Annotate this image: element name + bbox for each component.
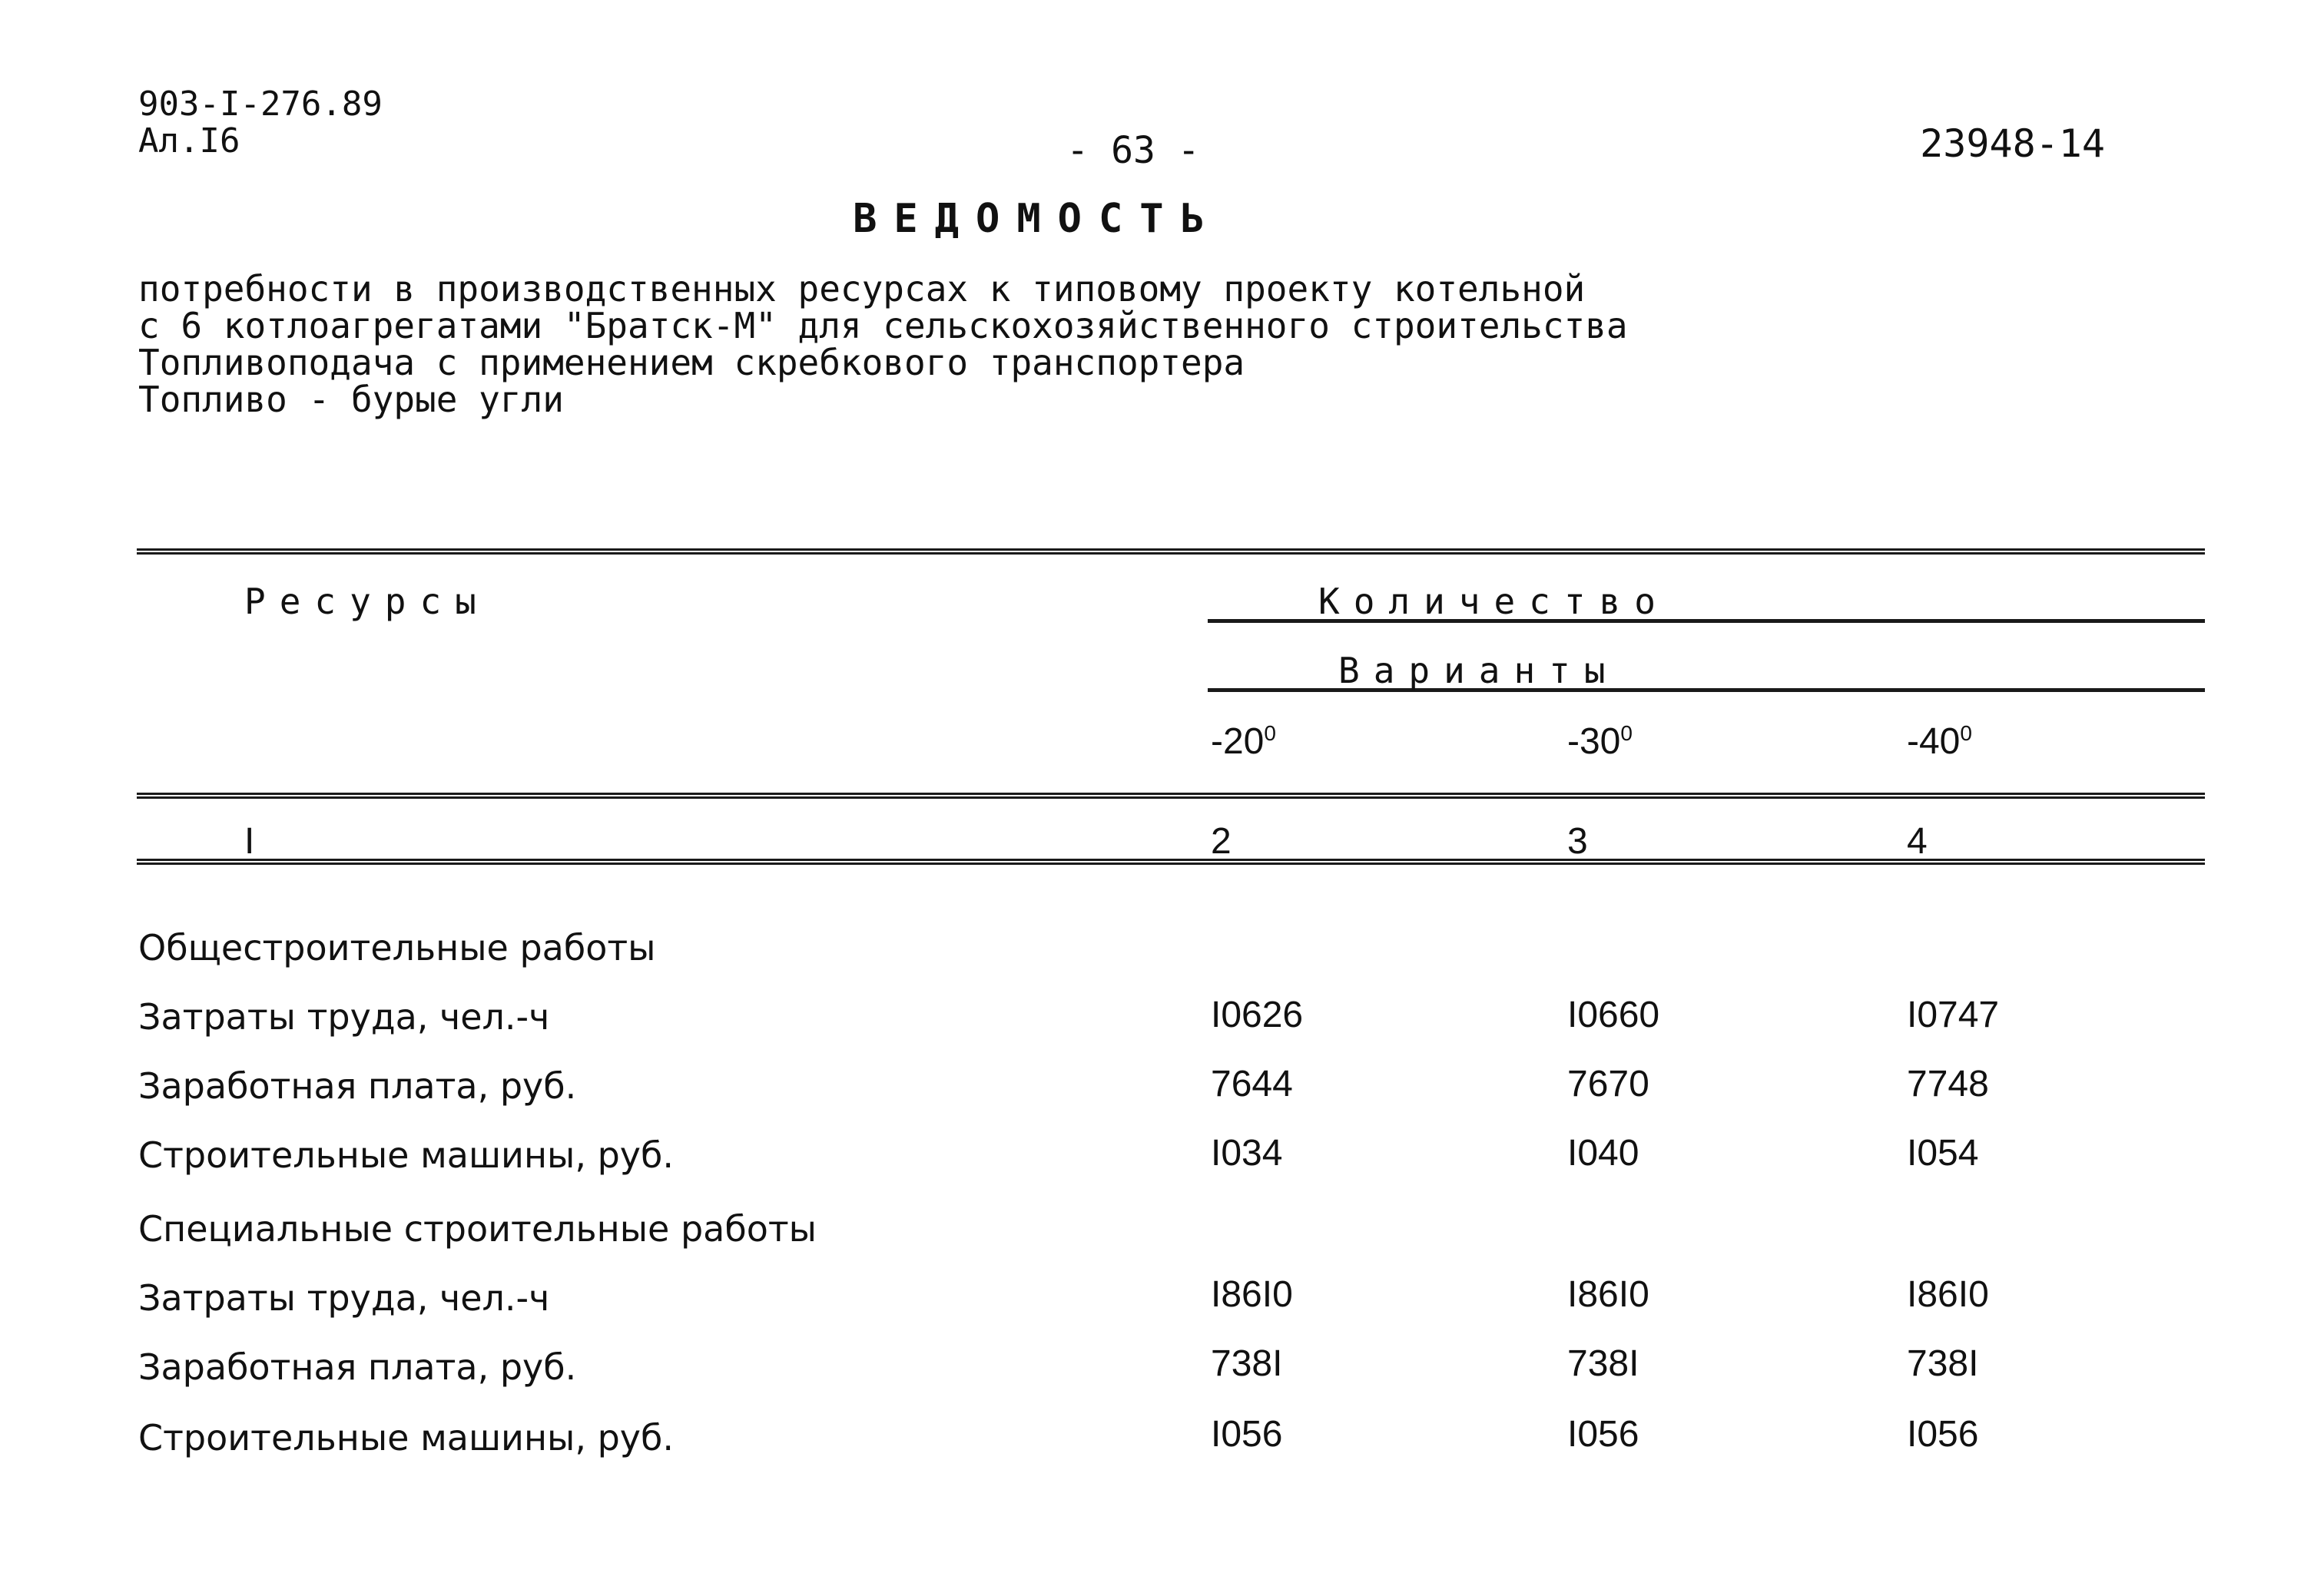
- variant-header: $-40^0$: [1907, 721, 1972, 762]
- column-header-resources: Ресурсы: [244, 581, 490, 622]
- variant-header: $-20^0$: [1211, 721, 1276, 762]
- row-value: I040: [1567, 1133, 1639, 1174]
- document-subtitle: [138, 270, 1628, 418]
- column-number: 2: [1211, 821, 1232, 862]
- row-value: I0660: [1567, 995, 1660, 1035]
- row-value: 738I: [1907, 1343, 1979, 1384]
- header-bottom-rule: [137, 793, 2205, 799]
- row-value: I054: [1907, 1133, 1979, 1174]
- row-value: 738I: [1211, 1343, 1283, 1384]
- subtitle-line: Топливо - бурые угли: [138, 379, 564, 420]
- subtitle-line: с 6 котлоагрегатами "Братск-М" для сельскохозяйственного строительства: [138, 305, 1628, 346]
- row-value: I0626: [1211, 995, 1304, 1035]
- row-label: Специальные строительные работы: [138, 1208, 817, 1250]
- row-value: 7748: [1907, 1064, 1989, 1104]
- column-number: 3: [1567, 821, 1588, 862]
- row-label: Затраты труда, чел.-ч: [138, 996, 550, 1038]
- page-number: - 63 -: [1066, 129, 1200, 172]
- row-value: 738I: [1567, 1343, 1639, 1384]
- column-numbers-rule: [137, 859, 2205, 865]
- row-label: Заработная плата, руб.: [138, 1065, 577, 1107]
- column-header-variants: Варианты: [1338, 650, 1619, 691]
- inventory-number: 23948-14: [1920, 121, 2105, 166]
- row-label: Общестроительные работы: [138, 927, 656, 969]
- row-value: I034: [1211, 1133, 1283, 1174]
- variant-header: $-30^0$: [1567, 721, 1633, 762]
- row-label: Строительные машины, руб.: [138, 1134, 675, 1176]
- table-top-rule: [137, 548, 2205, 555]
- column-number: 4: [1907, 821, 1928, 862]
- row-value: I056: [1907, 1414, 1979, 1455]
- subtitle-line: Топливоподача с применением скребкового транспортера: [138, 342, 1245, 383]
- subtitle-line: потребности в производственных ресурсах к типовому проекту котельной: [138, 268, 1586, 310]
- row-value: I056: [1211, 1414, 1283, 1455]
- row-value: I0747: [1907, 995, 2000, 1035]
- row-value: I86I0: [1907, 1274, 1989, 1315]
- sheet-label: Ал.I6: [138, 121, 240, 161]
- column-header-quantity: Количество: [1318, 581, 1669, 622]
- row-value: I86I0: [1567, 1274, 1649, 1315]
- row-value: I86I0: [1211, 1274, 1293, 1315]
- document-code: 903-I-276.89: [138, 84, 383, 124]
- column-number: I: [244, 821, 255, 862]
- row-label: Строительные машины, руб.: [138, 1417, 675, 1459]
- row-value: 7670: [1567, 1064, 1649, 1104]
- document-title: ВЕДОМОСТЬ: [853, 196, 1222, 242]
- row-value: I056: [1567, 1414, 1639, 1455]
- row-label: Затраты труда, чел.-ч: [138, 1277, 550, 1319]
- row-label: Заработная плата, руб.: [138, 1346, 577, 1388]
- row-value: 7644: [1211, 1064, 1293, 1104]
